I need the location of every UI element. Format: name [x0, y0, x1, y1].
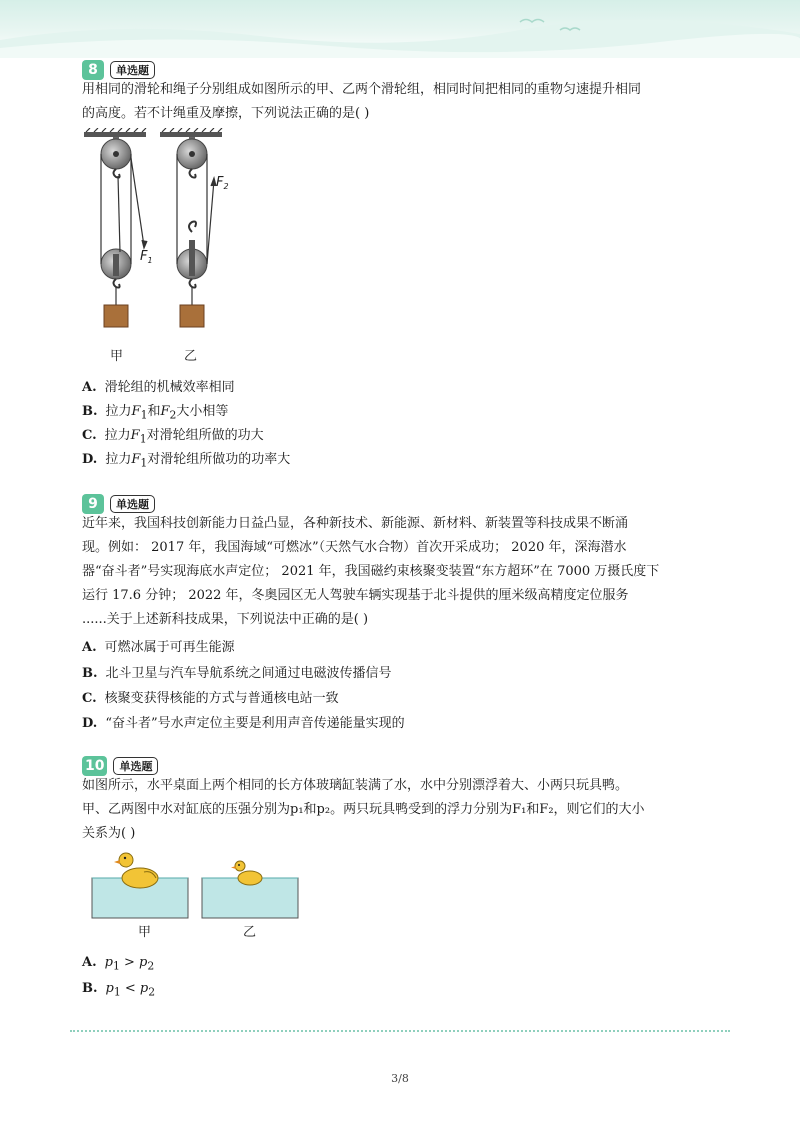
page-number: 3/8 [391, 1072, 409, 1085]
figure-label-yi: 乙 [243, 925, 257, 940]
stem-line: 运行 17.6 分钟； 2022 年，冬奥园区无人驾驶车辆实现基于北斗提供的厘米级高精度定位服务 [82, 588, 629, 603]
stem-line: 用相同的滑轮和绳子分别组成如图所示的甲、乙两个滑轮组，相同时间把相同的重物匀速提升相同 [82, 82, 642, 97]
ceiling-right [160, 128, 222, 137]
stem-line: ......关于上述新科技成果，下列说法中正确的是( ) [82, 612, 369, 627]
math-subscript: 1 [113, 985, 121, 999]
stem-line: 近年来，我国科技创新能力日益凸显，各种新技术、新能源、新材料、新装置等科技成果不断涌 [82, 516, 629, 531]
option-key: B. [82, 666, 98, 681]
option-b[interactable] [82, 664, 392, 684]
math-subscript: 1 [140, 456, 148, 470]
math-variable: F [131, 404, 141, 419]
option-key: C. [82, 691, 97, 706]
option-text: 北斗卫星与汽车导航系统之间通过电磁波传播信号 [105, 666, 392, 681]
option-key: D. [82, 452, 98, 467]
math-variable: F [130, 428, 140, 443]
figure-label-jia: 甲 [138, 925, 152, 940]
option-b[interactable] [82, 402, 228, 426]
figure-label-jia: 甲 [110, 349, 124, 364]
math-variable: p [104, 955, 113, 970]
ropes-left [101, 154, 147, 264]
duck-tanks-figure [88, 850, 308, 942]
figure-label-yi: 乙 [184, 349, 198, 364]
question-10-stem [82, 774, 722, 846]
fixed-pulley-left [101, 137, 131, 178]
option-c[interactable] [82, 426, 264, 450]
question-number-badge: 10 [82, 756, 107, 776]
option-text: “奋斗者”号水声定位主要是利用声音传递能量实现的 [105, 716, 405, 731]
question-9-header [82, 494, 155, 514]
option-c[interactable] [82, 689, 339, 709]
math-variable: F [131, 452, 141, 467]
header-waves-decoration [0, 0, 800, 58]
stem-line: 关系为( ) [82, 826, 136, 841]
question-8-stem [82, 78, 722, 126]
ceiling-left [84, 128, 146, 137]
math-subscript: 2 [148, 985, 156, 999]
question-number-badge: 8 [82, 60, 104, 80]
option-text: 核聚变获得核能的方式与普通核电站一致 [104, 691, 339, 706]
option-d[interactable] [82, 714, 405, 734]
option-key: A. [82, 640, 97, 655]
moving-pulley-right [177, 222, 207, 327]
math-variable: p [139, 981, 149, 996]
moving-pulley-left [101, 249, 131, 327]
option-text: 对滑轮组所做功的功率大 [147, 452, 291, 467]
stem-line: 器“奋斗者”号实现海底水声定位； 2021 年，我国磁约束核聚变装置“东方超环”在 7000 万摄氏度下 [82, 564, 660, 579]
option-text: 可燃冰属于可再生能源 [104, 640, 235, 655]
fixed-pulley-right [177, 137, 207, 178]
option-a[interactable] [82, 638, 235, 658]
option-key: A. [82, 380, 97, 395]
option-text: 和 [147, 404, 161, 419]
option-text: 拉力 [105, 452, 132, 467]
question-type-tag: 单选题 [110, 61, 155, 79]
question-type-tag: 单选题 [110, 495, 155, 513]
option-key: D. [82, 716, 98, 731]
math-subscript: 1 [140, 408, 148, 422]
question-type-tag: 单选题 [113, 757, 158, 775]
footer-divider [70, 1030, 730, 1032]
math-variable: p [105, 981, 114, 996]
question-9-stem [82, 512, 722, 632]
page-header-band [0, 0, 800, 58]
question-number-badge: 9 [82, 494, 104, 514]
pulley-systems-figure [82, 128, 242, 368]
math-operator: > [119, 955, 140, 970]
math-subscript: 1 [139, 432, 147, 446]
option-key: B. [82, 404, 98, 419]
stem-line: 甲、乙两图中水对缸底的压强分别为p₁和p₂。两只玩具鸭受到的浮力分别为F₁和F₂，则它们的大小 [82, 802, 645, 817]
option-text: 大小相等 [176, 404, 229, 419]
option-text: 对滑轮组所做的功大 [146, 428, 264, 443]
option-key: B. [82, 981, 98, 996]
force-label-f2: $F_2$ [216, 175, 229, 191]
math-variable: F [160, 404, 170, 419]
option-a[interactable] [82, 953, 154, 977]
ropes-right [177, 154, 216, 264]
option-a[interactable] [82, 378, 235, 398]
option-text: 滑轮组的机械效率相同 [104, 380, 235, 395]
option-d[interactable] [82, 450, 290, 474]
option-key: A. [82, 955, 97, 970]
force-label-f1: $F_1$ [140, 249, 153, 265]
option-b[interactable] [82, 979, 155, 1003]
question-8-header [82, 60, 155, 80]
option-key: C. [82, 428, 97, 443]
math-subscript: 1 [112, 959, 120, 973]
math-operator: < [120, 981, 140, 996]
stem-line: 的高度。若不计绳重及摩擦，下列说法正确的是( ) [82, 106, 370, 121]
question-10-header [82, 756, 158, 776]
math-variable: p [139, 955, 148, 970]
stem-line: 如图所示，水平桌面上两个相同的长方体玻璃缸装满了水，水中分别漂浮着大、小两只玩具鸭。 [82, 778, 629, 793]
option-text: 拉力 [105, 404, 132, 419]
math-subscript: 2 [147, 959, 155, 973]
math-subscript: 2 [169, 408, 177, 422]
stem-line: 现。例如： 2017 年，我国海域“可燃冰”（天然气水合物）首次开采成功； 2020 年，深海潜水 [82, 540, 627, 555]
option-text: 拉力 [104, 428, 131, 443]
